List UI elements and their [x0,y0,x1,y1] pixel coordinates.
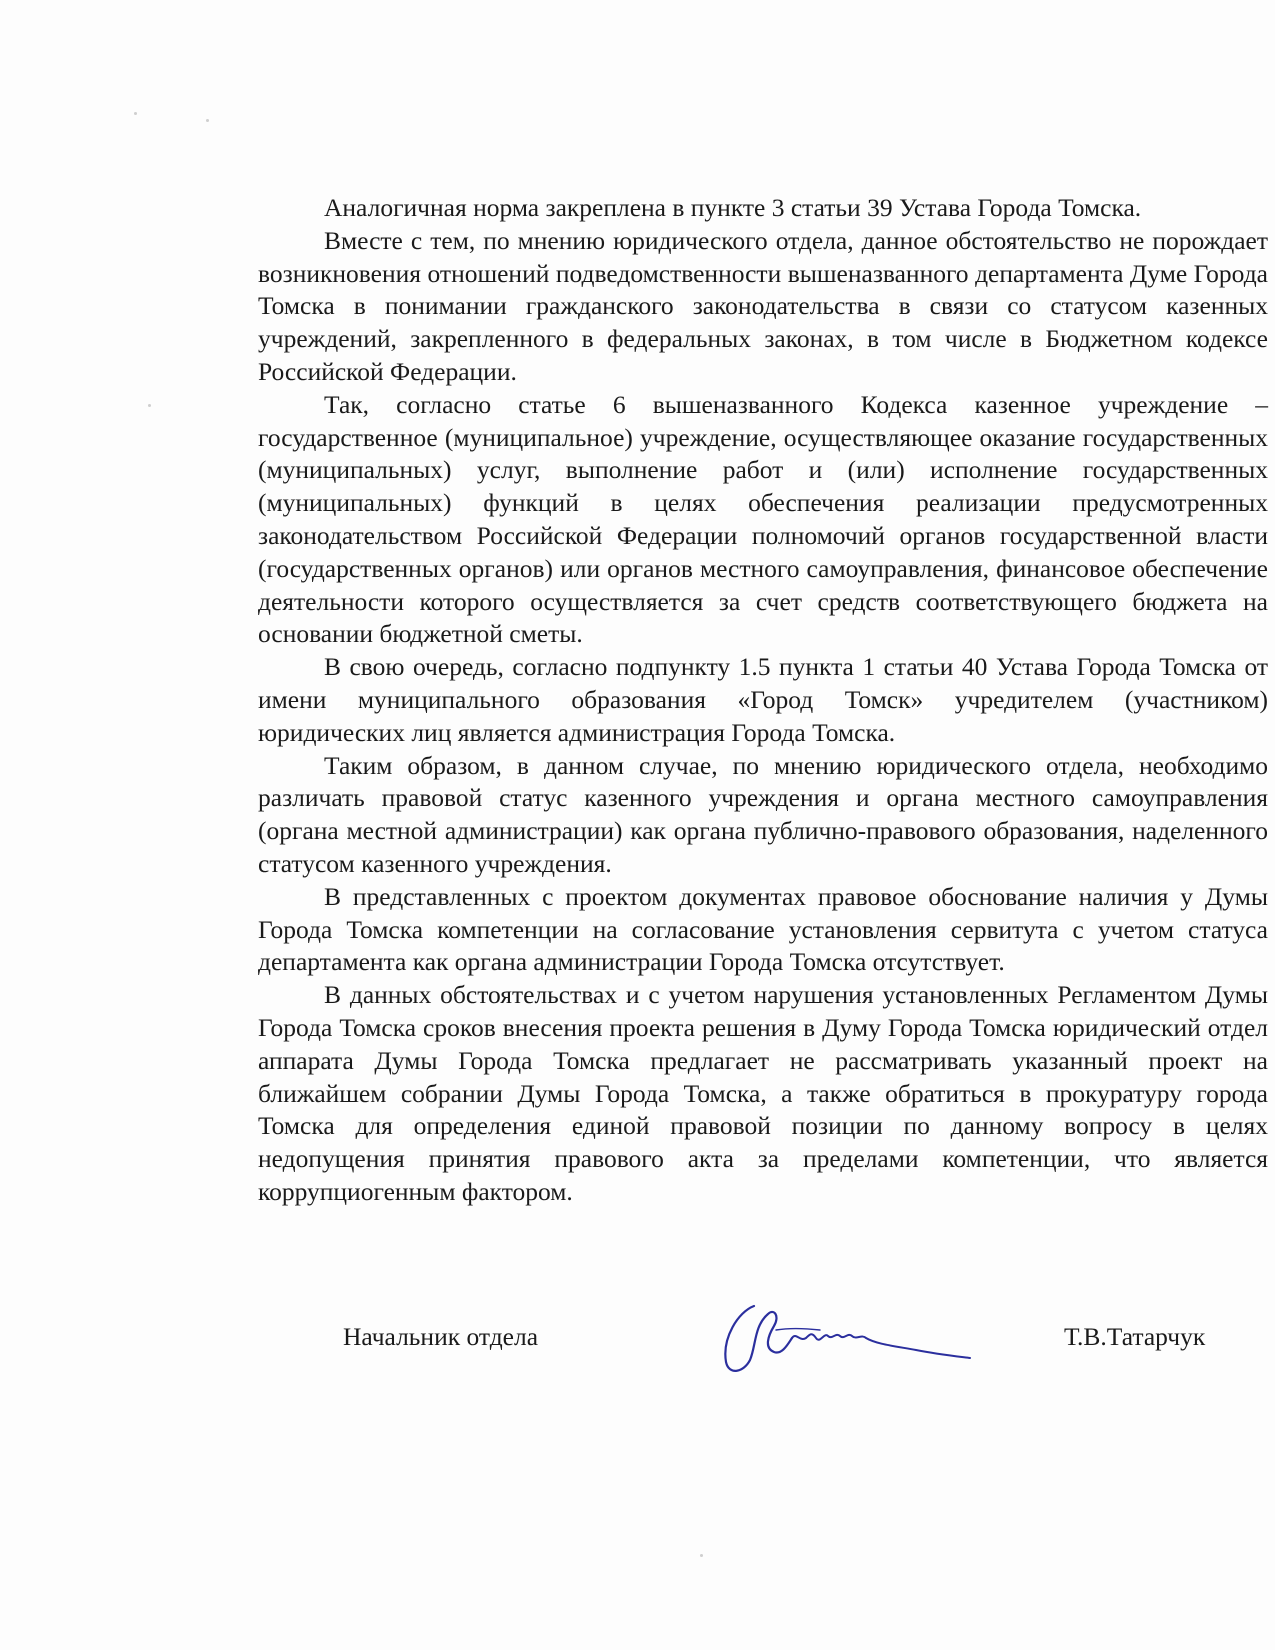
paragraph: Таким образом, в данном случае, по мнению юридического отдела, необходимо различать правовой статус казенного учреждения и органа местного самоуправления (органа местной администрации) как органа публично-правового образования, наделенного статусом казенного учреждения. [258,750,1268,878]
signer-position: Начальник отдела [343,1322,539,1351]
signature-block [0,1304,1275,1384]
paragraph: В представленных с проектом документах правовое обоснование наличия у Думы Города Томска компетенции на согласование установления сервитута с учетом статуса департамента как органа администрации Города Томска отсутствует. [258,881,1268,977]
scan-speck [700,1554,703,1557]
scan-speck [206,119,209,122]
signer-name: Т.В.Татарчук [1064,1322,1206,1351]
document-body [258,192,1268,1209]
paragraph: В свою очередь, согласно подпункту 1.5 пункта 1 статьи 40 Устава Города Томска от имени муниципального образования «Город Томск» учредителем (участником) юридических лиц является администрация Города Томска. [258,652,1268,747]
scan-speck [148,404,151,407]
handwritten-signature-icon [716,1292,976,1384]
scan-speck [134,112,137,115]
paragraph: В данных обстоятельствах и с учетом нарушения установленных Регламентом Думы Города Томска сроков внесения проекта решения в Думу Города Томска юридический отдел аппарата Думы Города Томска предлагает не рассматривать указанный проект на ближайшем собрании Думы Города Томска, а также обратиться в прокуратуру города Томска для определения единой правовой позиции по данному вопросу в целях недопущения принятия правового акта за пределами компетенции, что является коррупциогенным фактором. [258,980,1268,1206]
paragraph: Вместе с тем, по мнению юридического отдела, данное обстоятельство не порождает возникновения отношений подведомственности вышеназванного департамента Думе Города Томска в понимании гражданского законодательства в связи со статусом казенных учреждений, закрепленного в федеральных законах, в том числе в Бюджетном кодексе Российской Федерации. [258,225,1268,386]
paragraph: Так, согласно статье 6 вышеназванного Кодекса казенное учреждение – государственное (муниципальное) учреждение, осуществляющее оказание государственных (муниципальных) услуг, выполнение работ и (или) исполнение государственных (муниципальных) функций в целях обеспечения реализации предусмотренных законодательством Российской Федерации полномочий органов государственной власти (государственных органов) или органов местного самоуправления, финансовое обеспечение деятельности которого осуществляется за счет средств соответствующего бюджета на основании бюджетной сметы. [258,389,1268,649]
paragraph: Аналогичная норма закреплена в пункте 3 статьи 39 Устава Города Томска. [324,193,1142,222]
